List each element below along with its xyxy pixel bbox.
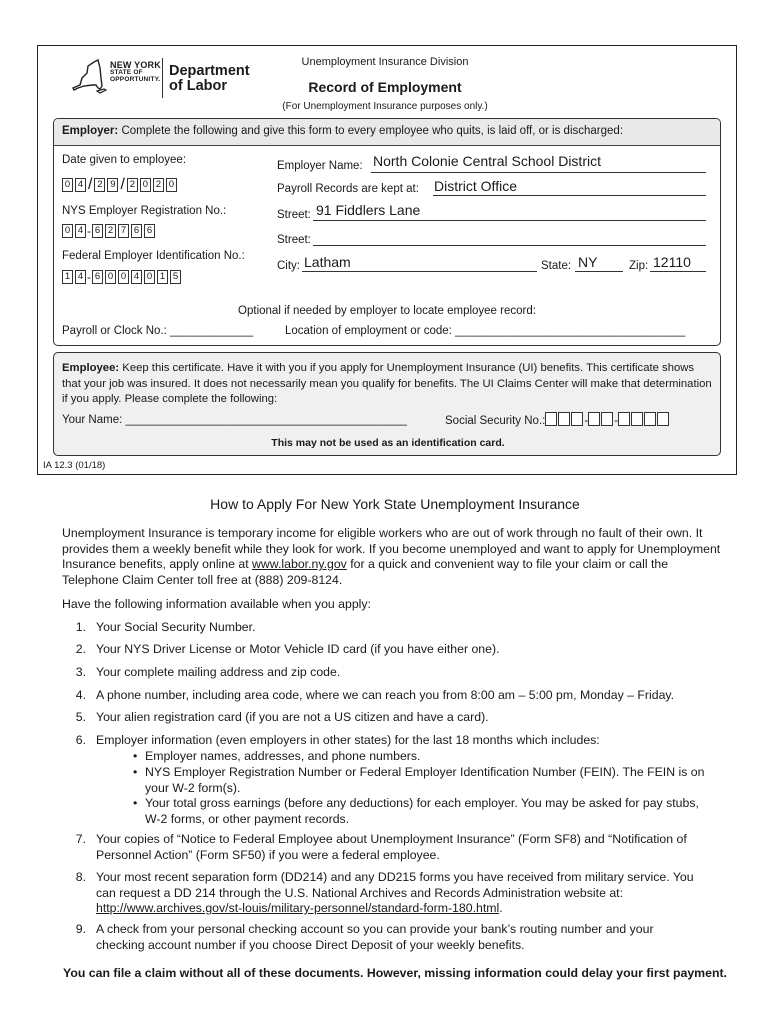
location-code-field[interactable]: Location of employment or code: ____________________________________ xyxy=(285,325,686,337)
form-title: Record of Employment xyxy=(308,79,462,95)
your-name-field[interactable]: Your Name: ____________________________________________ xyxy=(62,414,407,426)
dol-wordmark: Department of Labor xyxy=(169,63,250,94)
digit-box[interactable]: 0 xyxy=(62,178,73,192)
digit-box[interactable]: 2 xyxy=(127,178,138,192)
state-label: State: xyxy=(541,260,572,272)
digit-box[interactable]: 9 xyxy=(107,178,118,192)
archives-link[interactable]: http://www.archives.gov/st-louis/military-personnel/standard-form-180.html xyxy=(96,901,500,915)
separator: - xyxy=(87,270,91,284)
not-identification-notice: This may not be used as an identification card. xyxy=(271,437,505,449)
ssn-field[interactable]: Social Security No.: - - xyxy=(445,412,670,427)
street2-label: Street: xyxy=(277,234,311,246)
instructions-heading: How to Apply For New York State Unemployment Insurance xyxy=(210,496,580,512)
zip-field[interactable]: 12110 xyxy=(653,254,691,270)
digit-box[interactable]: 6 xyxy=(131,224,142,238)
digit-box[interactable]: 4 xyxy=(75,270,86,284)
payroll-records-label: Payroll Records are kept at: xyxy=(277,183,419,195)
digit-box[interactable]: 0 xyxy=(105,270,116,284)
form-number: IA 12.3 (01/18) xyxy=(43,460,106,471)
state-field[interactable]: NY xyxy=(578,254,598,270)
fein-label: Federal Employer Identification No.: xyxy=(62,250,245,262)
city-field[interactable]: Latham xyxy=(304,254,351,270)
city-label: City: xyxy=(277,260,300,272)
fein-field[interactable] xyxy=(62,270,183,284)
street2-line xyxy=(313,233,706,246)
have-following-text: Have the following information available when you apply: xyxy=(62,597,371,611)
digit-box[interactable]: 6 xyxy=(144,224,155,238)
digit-box[interactable]: 0 xyxy=(144,270,155,284)
separator: / xyxy=(120,176,125,193)
digit-box[interactable]: 0 xyxy=(118,270,129,284)
registration-no-field[interactable] xyxy=(62,224,157,238)
employer-name-label: Employer Name: xyxy=(277,160,363,172)
street-label: Street: xyxy=(277,209,311,221)
digit-box[interactable]: 4 xyxy=(75,224,86,238)
new-york-state-map-icon xyxy=(70,58,108,98)
digit-box[interactable]: 1 xyxy=(62,270,73,284)
logo-divider xyxy=(162,58,163,98)
digit-box[interactable]: 6 xyxy=(92,224,103,238)
intro-paragraph: Unemployment Insurance is temporary income for eligible workers who are out of work through no fault of their own. It provides them a weekly benefit while they look for work. If you become unemployed and want to apply for Unemployment Insurance benefits, apply online at www.labor.ny.gov for a quick and convenient way to file your claim or call the Telephone Claim Center toll free at (888) 209-8124. xyxy=(62,526,721,587)
digit-box[interactable]: 5 xyxy=(170,270,181,284)
payroll-records-field[interactable]: District Office xyxy=(434,178,517,194)
separator: / xyxy=(88,176,93,193)
digit-box[interactable]: 4 xyxy=(75,178,86,192)
employee-section xyxy=(53,352,721,456)
footer-notice: You can file a claim without all of these documents. However, missing information could delay your first payment. xyxy=(63,966,727,980)
separator: - xyxy=(87,224,91,238)
digit-box[interactable]: 0 xyxy=(62,224,73,238)
registration-no-label: NYS Employer Registration No.: xyxy=(62,205,227,217)
employer-name-field[interactable]: North Colonie Central School District xyxy=(373,153,601,169)
street-field[interactable]: 91 Fiddlers Lane xyxy=(316,202,421,218)
digit-box[interactable]: 0 xyxy=(140,178,151,192)
date-given-label: Date given to employee: xyxy=(62,154,187,166)
zip-label: Zip: xyxy=(629,260,649,272)
employer-instructions: Employer: Complete the following and give this form to every employee who quits, is laid off, or is discharged: xyxy=(54,119,720,146)
nys-wordmark: NEW YORK STATE OF OPPORTUNITY. xyxy=(110,60,161,83)
digit-box[interactable]: 2 xyxy=(105,224,116,238)
date-given-field[interactable] xyxy=(62,178,179,192)
digit-box[interactable]: 0 xyxy=(166,178,177,192)
ssn-label: Social Security No.: xyxy=(445,415,546,427)
form-subtitle: (For Unemployment Insurance purposes only.) xyxy=(282,101,488,112)
optional-label: Optional if needed by employer to locate employee record: xyxy=(238,305,536,317)
digit-box[interactable]: 6 xyxy=(92,270,103,284)
digit-box[interactable]: 7 xyxy=(118,224,129,238)
digit-box[interactable]: 2 xyxy=(94,178,105,192)
division-name: Unemployment Insurance Division xyxy=(301,56,469,68)
labor-website-link[interactable]: www.labor.ny.gov xyxy=(252,557,347,571)
employee-instructions: Employee: Keep this certificate. Have it with you if you apply for Unemployment Insurance (UI) benefits. This certificate shows that your job was insured. It does not necessarily mean you qualify for benefits. The UI Claims Center will make that determination if you apply. Please complete the following: xyxy=(62,362,712,405)
sub-bullet: • Your total gross earnings (before any deductions) for each employer. You may be asked for pay stubs, W-2 forms, or other payment records. xyxy=(145,796,705,827)
payroll-clock-field[interactable]: Payroll or Clock No.: _____________ xyxy=(62,325,254,337)
digit-box[interactable]: 4 xyxy=(131,270,142,284)
sub-bullet: • Employer names, addresses, and phone numbers. xyxy=(145,749,705,765)
digit-box[interactable]: 2 xyxy=(153,178,164,192)
sub-bullet: • NYS Employer Registration Number or Federal Employer Identification Number (FEIN). The FEIN is on your W-2 form(s). xyxy=(145,765,705,796)
digit-box[interactable]: 1 xyxy=(157,270,168,284)
